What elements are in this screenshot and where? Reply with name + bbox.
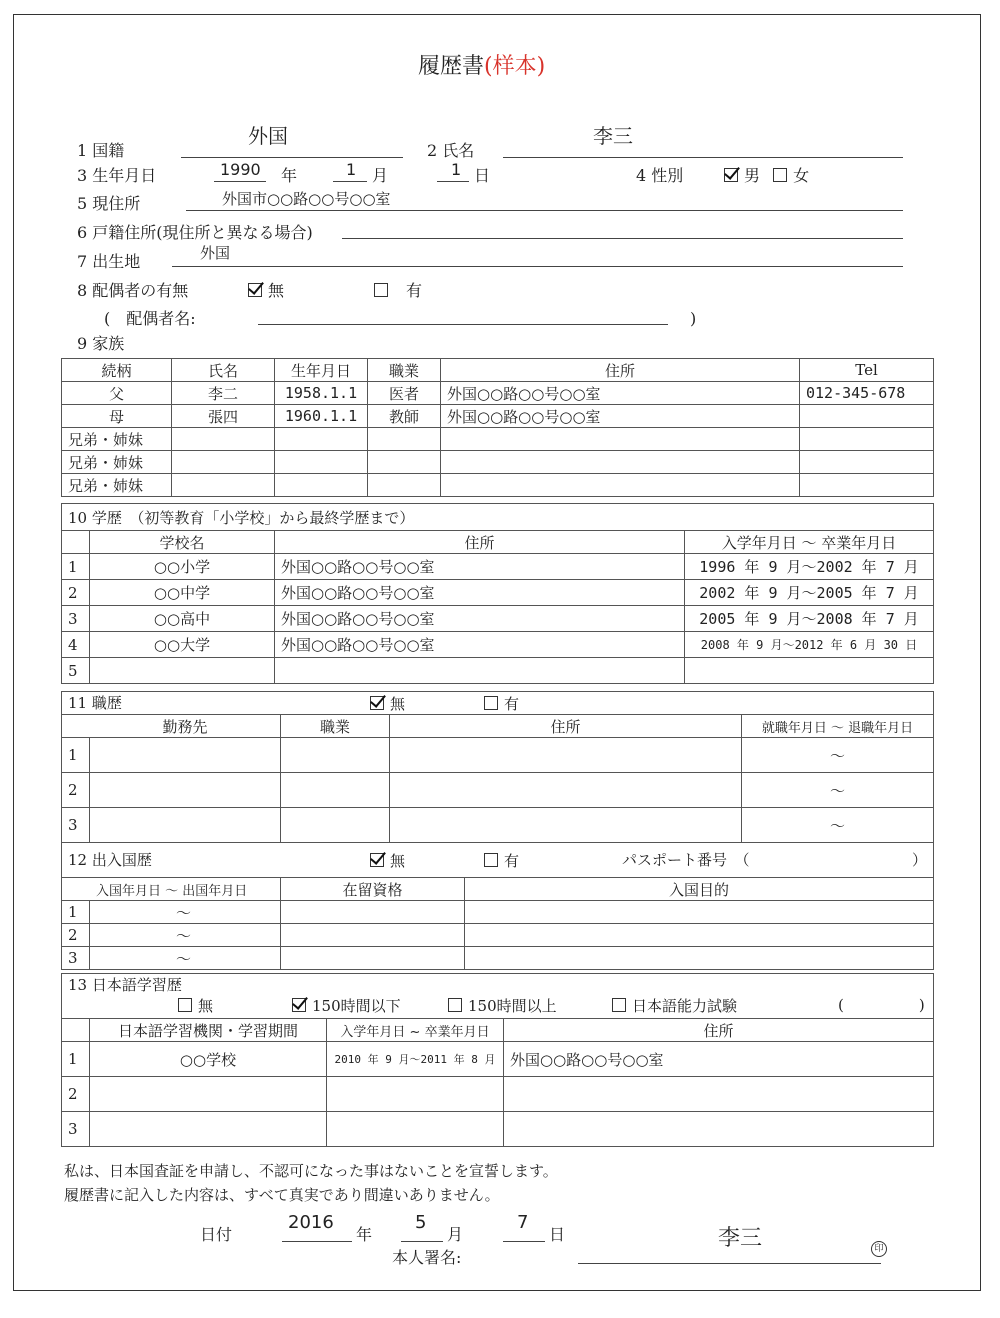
immigration-table <box>61 843 934 970</box>
relation-cell: 兄弟・姉妹 <box>62 428 172 451</box>
name-cell[interactable]: 張四 <box>172 405 275 428</box>
japanese-header-row <box>62 1019 934 1042</box>
family-table <box>61 358 934 497</box>
sign-year-unit: 年 <box>356 1225 373 1244</box>
birthplace-label: 7 出生地 <box>77 252 141 271</box>
spouse-no-checkbox[interactable] <box>248 283 262 297</box>
immigration-header-row <box>62 878 934 901</box>
occupation-cell[interactable]: 医者 <box>368 382 441 405</box>
birth-year-line <box>214 181 266 182</box>
institution-cell[interactable]: ○○学校 <box>90 1042 327 1077</box>
relation-cell: 母 <box>62 405 172 428</box>
occupation-cell[interactable] <box>368 428 441 451</box>
table-row <box>62 428 934 451</box>
institution-cell[interactable] <box>90 1112 327 1147</box>
sign-day-value[interactable]: 7 <box>517 1212 529 1233</box>
birthdate-cell[interactable]: 1958.1.1 <box>275 382 368 405</box>
birthplace-value[interactable]: 外国 <box>200 244 231 262</box>
work-yes-option <box>484 696 519 712</box>
male-label: 男 <box>744 166 761 185</box>
day-unit: 日 <box>474 166 491 185</box>
spouse-no-option <box>248 283 284 299</box>
row-index: 2 <box>62 1077 90 1112</box>
education-label: 10 学歴 （初等教育「小学校」から最終学歴まで） <box>62 504 934 531</box>
status-cell[interactable] <box>281 947 465 970</box>
japanese-opt-jlpt <box>612 998 737 1014</box>
female-checkbox[interactable] <box>773 168 787 182</box>
spouse-name-line[interactable] <box>258 324 668 325</box>
male-checkbox[interactable] <box>724 168 738 182</box>
sign-year-value[interactable]: 2016 <box>288 1212 334 1233</box>
immigration-section <box>62 843 934 878</box>
work-no-label: 無 <box>390 695 406 713</box>
relation-cell: 兄弟・姉妹 <box>62 451 172 474</box>
spouse-close-paren: ) <box>690 309 697 328</box>
work-section-row <box>62 692 934 715</box>
address-cell[interactable] <box>390 808 742 843</box>
address-cell[interactable]: 外国○○路○○号○○室 <box>275 580 685 606</box>
birth-year-value[interactable]: 1990 <box>220 160 261 179</box>
document-title <box>418 56 545 78</box>
japanese-under150-checkbox[interactable] <box>292 998 306 1012</box>
immigration-yes-checkbox[interactable] <box>484 853 498 867</box>
education-header-row <box>62 531 934 554</box>
work-header: 住所 <box>390 715 742 738</box>
row-index: 3 <box>62 947 90 970</box>
sign-day-unit: 日 <box>549 1225 566 1244</box>
spouse-name-label: ( 配偶者名: <box>104 309 196 328</box>
signature-name[interactable]: 李三 <box>718 1226 763 1251</box>
japanese-opt-none <box>178 998 213 1014</box>
name-value[interactable]: 李三 <box>593 124 633 148</box>
period-cell[interactable]: ～ <box>742 808 934 843</box>
occupation-cell[interactable] <box>368 474 441 497</box>
japanese-opt-over150 <box>448 998 557 1014</box>
address-value[interactable]: 外国市○○路○○号○○室 <box>222 190 391 208</box>
immigration-yes-option <box>484 853 519 869</box>
table-row <box>62 738 934 773</box>
registered-address-label: 6 戸籍住所(現住所と異なる場合) <box>77 223 313 242</box>
period-cell[interactable] <box>327 1077 504 1112</box>
address-cell[interactable] <box>441 451 800 474</box>
jlpt-label: 日本語能力試験 <box>632 997 738 1015</box>
address-line <box>186 210 903 211</box>
address-cell[interactable]: 外国○○路○○号○○室 <box>504 1042 934 1077</box>
sign-month-line <box>401 1241 443 1242</box>
spouse-no-label: 無 <box>268 281 285 300</box>
row-index: 3 <box>62 808 90 843</box>
immigration-no-option <box>370 853 405 869</box>
table-row <box>62 474 934 497</box>
spouse-yes-checkbox[interactable] <box>374 283 388 297</box>
japanese-none-label: 無 <box>198 997 214 1015</box>
japanese-table <box>61 973 934 1147</box>
address-cell[interactable]: 外国○○路○○号○○室 <box>441 382 800 405</box>
japanese-none-checkbox[interactable] <box>178 998 192 1012</box>
family-header: 氏名 <box>172 359 275 382</box>
school-cell[interactable]: ○○中学 <box>90 580 275 606</box>
period-cell[interactable]: 2008 年 9 月～2012 年 6 月 30 日 <box>685 632 934 658</box>
education-section-row <box>62 504 934 531</box>
education-header: 住所 <box>275 531 685 554</box>
nationality-label: 1 国籍 <box>77 141 125 160</box>
family-header-row <box>62 359 934 382</box>
tel-cell[interactable] <box>800 474 934 497</box>
work-section <box>62 692 934 715</box>
immigration-label: 12 出入国歴 <box>68 851 152 869</box>
spouse-yes-label: 有 <box>406 281 423 300</box>
school-cell[interactable]: ○○大学 <box>90 632 275 658</box>
immigration-header: 入国年月日 ～ 出国年月日 <box>62 878 281 901</box>
table-row <box>62 1042 934 1077</box>
name-cell[interactable] <box>172 428 275 451</box>
family-header: 続柄 <box>62 359 172 382</box>
passport-close-paren: ） <box>912 851 928 869</box>
immigration-header: 在留資格 <box>281 878 465 901</box>
birthplace-line <box>172 266 903 267</box>
sign-month-unit: 月 <box>447 1225 464 1244</box>
family-header: 生年月日 <box>275 359 368 382</box>
tel-cell[interactable] <box>800 428 934 451</box>
table-row <box>62 1112 934 1147</box>
japanese-opt-under150 <box>292 998 401 1014</box>
period-cell[interactable]: ～ <box>742 738 934 773</box>
declaration-line-1: 私は、日本国査証を申請し、不認可になった事はないことを宣誓します。 <box>64 1162 558 1180</box>
work-label: 11 職歴 <box>68 694 122 712</box>
education-table <box>61 503 934 684</box>
occupation-cell[interactable] <box>368 451 441 474</box>
period-cell[interactable]: 2002 年 9 月～2005 年 7 月 <box>685 580 934 606</box>
name-label: 2 氏名 <box>427 141 475 160</box>
birthdate-cell[interactable]: 1960.1.1 <box>275 405 368 428</box>
purpose-cell[interactable] <box>465 901 934 924</box>
gender-options <box>724 168 809 184</box>
japanese-header: 日本語学習機関・学習期間 <box>90 1019 327 1042</box>
immigration-yes-label: 有 <box>504 852 520 870</box>
sign-year-line <box>282 1241 352 1242</box>
period-cell[interactable]: ～ <box>90 901 281 924</box>
immigration-header: 入国目的 <box>465 878 934 901</box>
school-cell[interactable] <box>90 658 275 684</box>
work-no-checkbox[interactable] <box>370 696 384 710</box>
japanese-over150-label: 150時間以上 <box>468 997 557 1015</box>
name-cell[interactable] <box>172 451 275 474</box>
japanese-over150-checkbox[interactable] <box>448 998 462 1012</box>
row-index: 5 <box>62 658 90 684</box>
job-cell[interactable] <box>281 773 390 808</box>
japanese-label: 13 日本語学習歴 <box>68 976 182 994</box>
period-cell[interactable]: ～ <box>90 924 281 947</box>
spouse-label: 8 配偶者の有無 <box>77 281 189 300</box>
row-index: 3 <box>62 606 90 632</box>
job-cell[interactable] <box>281 738 390 773</box>
address-label: 5 現住所 <box>77 194 141 213</box>
period-cell[interactable]: 2010 年 9 月～2011 年 8 月 <box>327 1042 504 1077</box>
table-row <box>62 1077 934 1112</box>
address-cell[interactable] <box>390 773 742 808</box>
row-index: 1 <box>62 1042 90 1077</box>
sign-month-value[interactable]: 5 <box>415 1212 427 1233</box>
row-index: 4 <box>62 632 90 658</box>
work-yes-label: 有 <box>504 695 520 713</box>
work-header-row <box>62 715 934 738</box>
jlpt-paren: ( ) <box>838 996 925 1014</box>
row-index: 2 <box>62 924 90 947</box>
birthdate-label: 3 生年月日 <box>77 166 157 185</box>
purpose-cell[interactable] <box>465 947 934 970</box>
immigration-no-checkbox[interactable] <box>370 853 384 867</box>
declaration-line-2: 履歴書に記入した内容は、すべて真実であり間違いありません。 <box>64 1186 500 1204</box>
japanese-header: 入学年月日 ~ 卒業年月日 <box>327 1019 504 1042</box>
period-cell[interactable]: 1996 年 9 月～2002 年 7 月 <box>685 554 934 580</box>
japanese-under150-label: 150時間以下 <box>312 997 401 1015</box>
address-cell[interactable] <box>504 1112 934 1147</box>
relation-cell: 父 <box>62 382 172 405</box>
row-index: 1 <box>62 554 90 580</box>
row-index: 3 <box>62 1112 90 1147</box>
tel-cell[interactable] <box>800 405 934 428</box>
period-cell[interactable]: ～ <box>742 773 934 808</box>
month-unit: 月 <box>372 166 389 185</box>
birthdate-cell[interactable] <box>275 474 368 497</box>
signature-label: 本人署名: <box>392 1248 462 1267</box>
status-cell[interactable] <box>281 901 465 924</box>
nationality-value[interactable]: 外国 <box>248 124 288 148</box>
table-row <box>62 773 934 808</box>
address-cell[interactable]: 外国○○路○○号○○室 <box>275 606 685 632</box>
birthdate-cell[interactable] <box>275 428 368 451</box>
row-index: 2 <box>62 773 90 808</box>
relation-cell: 兄弟・姉妹 <box>62 474 172 497</box>
row-index: 2 <box>62 580 90 606</box>
birth-month-line <box>333 181 367 182</box>
work-table <box>61 691 934 843</box>
name-cell[interactable] <box>172 474 275 497</box>
table-row <box>62 924 934 947</box>
status-cell[interactable] <box>281 924 465 947</box>
signature-line <box>578 1263 881 1264</box>
name-line <box>503 157 903 158</box>
institution-cell[interactable] <box>90 1077 327 1112</box>
family-header: Tel <box>800 359 934 382</box>
table-row <box>62 382 934 405</box>
female-label: 女 <box>793 166 810 185</box>
name-cell[interactable]: 李二 <box>172 382 275 405</box>
row-index: 1 <box>62 901 90 924</box>
table-row <box>62 808 934 843</box>
family-header: 職業 <box>368 359 441 382</box>
address-cell[interactable] <box>275 658 685 684</box>
employer-cell[interactable] <box>90 738 281 773</box>
address-cell[interactable] <box>441 428 800 451</box>
table-row <box>62 580 934 606</box>
family-label: 9 家族 <box>77 334 125 353</box>
work-no-option <box>370 696 405 712</box>
title-sample-mark: (样本) <box>484 54 546 79</box>
work-header: 職業 <box>281 715 390 738</box>
index-header <box>62 1019 90 1042</box>
work-yes-checkbox[interactable] <box>484 696 498 710</box>
sign-day-line <box>503 1241 545 1242</box>
birthdate-cell[interactable] <box>275 451 368 474</box>
row-index: 1 <box>62 738 90 773</box>
period-cell[interactable]: 2005 年 9 月～2008 年 7 月 <box>685 606 934 632</box>
family-header: 住所 <box>441 359 800 382</box>
registered-address-line[interactable] <box>342 238 903 239</box>
birth-month-value[interactable]: 1 <box>346 160 357 179</box>
table-row <box>62 632 934 658</box>
school-cell[interactable]: ○○高中 <box>90 606 275 632</box>
birth-day-line <box>437 181 469 182</box>
occupation-cell[interactable]: 教師 <box>368 405 441 428</box>
japanese-section <box>62 974 934 1019</box>
gender-label: 4 性別 <box>636 166 684 185</box>
tel-cell[interactable]: 012-345-678 <box>800 382 934 405</box>
period-cell[interactable] <box>327 1112 504 1147</box>
table-row <box>62 451 934 474</box>
index-header <box>62 531 90 554</box>
job-cell[interactable] <box>281 808 390 843</box>
address-cell[interactable] <box>441 474 800 497</box>
education-header: 入学年月日 ～ 卒業年月日 <box>685 531 934 554</box>
table-row <box>62 658 934 684</box>
table-row <box>62 606 934 632</box>
table-row <box>62 554 934 580</box>
passport-label: パスポート番号 （ <box>622 851 750 869</box>
education-header: 学校名 <box>90 531 275 554</box>
address-cell[interactable] <box>504 1077 934 1112</box>
address-cell[interactable]: 外国○○路○○号○○室 <box>441 405 800 428</box>
title-main: 履歴書 <box>418 54 485 79</box>
spouse-yes-option <box>374 283 422 299</box>
work-header: 就職年月日 ～ 退職年月日 <box>742 715 934 738</box>
japanese-section-row <box>62 974 934 1019</box>
nationality-line <box>181 157 403 158</box>
immigration-no-label: 無 <box>390 852 406 870</box>
purpose-cell[interactable] <box>465 924 934 947</box>
employer-cell[interactable] <box>90 808 281 843</box>
table-row <box>62 405 934 428</box>
birth-day-value[interactable]: 1 <box>451 160 462 179</box>
school-cell[interactable]: ○○小学 <box>90 554 275 580</box>
date-label: 日付 <box>200 1225 233 1244</box>
period-cell[interactable]: ～ <box>90 947 281 970</box>
work-header: 勤務先 <box>62 715 281 738</box>
year-unit: 年 <box>281 166 298 185</box>
address-cell[interactable] <box>390 738 742 773</box>
seal-icon: 印 <box>871 1241 887 1257</box>
table-row <box>62 901 934 924</box>
tel-cell[interactable] <box>800 451 934 474</box>
jlpt-checkbox[interactable] <box>612 998 626 1012</box>
table-row <box>62 947 934 970</box>
immigration-section-row <box>62 843 934 878</box>
address-cell[interactable]: 外国○○路○○号○○室 <box>275 554 685 580</box>
employer-cell[interactable] <box>90 773 281 808</box>
period-cell[interactable] <box>685 658 934 684</box>
japanese-header: 住所 <box>504 1019 934 1042</box>
address-cell[interactable]: 外国○○路○○号○○室 <box>275 632 685 658</box>
